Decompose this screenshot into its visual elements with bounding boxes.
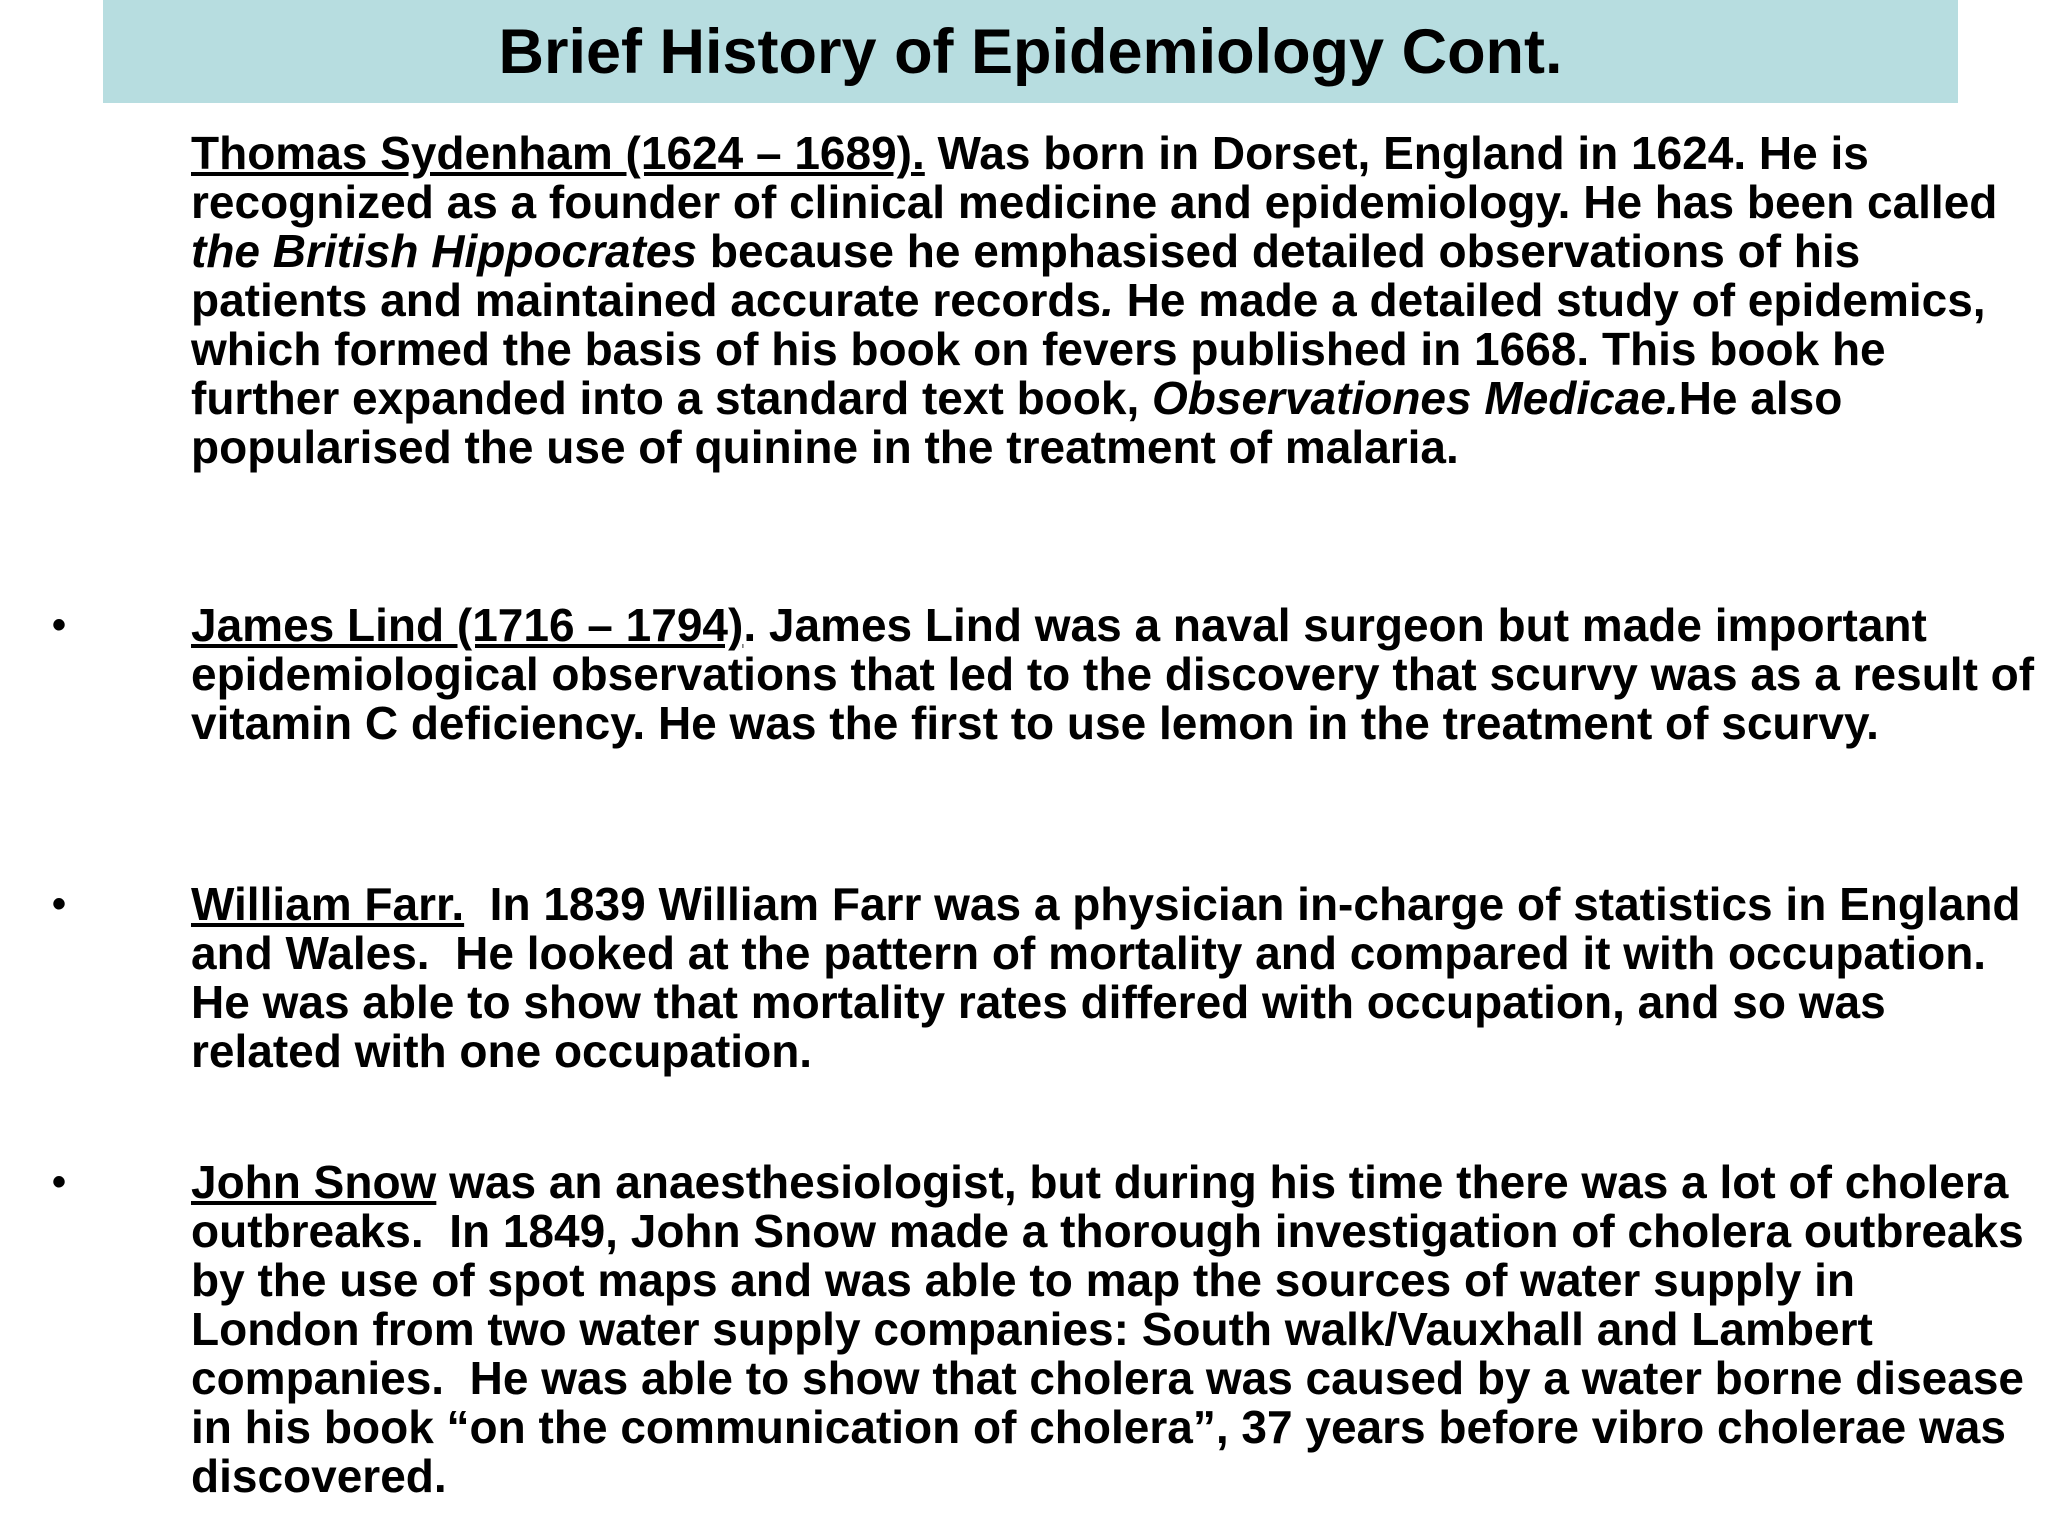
sydenham-italic-3: Observationes Medicae. bbox=[1152, 372, 1679, 424]
sydenham-text-3: He made a detailed study of epidemics, which formed the basis of his book on fevers published in 1668. This book he further expanded into a standard text book, bbox=[191, 274, 1986, 424]
sydenham-italic-2: . bbox=[1101, 274, 1114, 326]
sydenham-text-2: because he emphasised detailed observations of his patients and maintained accurate records bbox=[191, 225, 1861, 326]
paragraph-farr bbox=[191, 880, 2036, 1076]
sydenham-text-1: Was born in Dorset, England in 1624. He is recognized as a founder of clinical medicine and epidemiology. He has been called bbox=[191, 127, 1998, 228]
lind-name: James Lind (1716 – 1794) bbox=[191, 599, 744, 651]
bullet-farr: • bbox=[52, 882, 67, 926]
snow-text: was an anaesthesiologist, but during his time there was a lot of cholera outbreaks. In 1849, John Snow made a thorough investigation of cholera outbreaks by the use of spot maps and was able to map the sources of water supply in London from two water supply companies: South walk/Vauxhall and Lambert companies. He was able to show that cholera was caused by a water borne disease in his book “on the communication of cholera”, 37 years before vibro cholerae was discovered. bbox=[191, 1156, 2037, 1502]
bullet-snow: • bbox=[52, 1160, 67, 1204]
sydenham-italic-1: the British Hippocrates bbox=[191, 225, 698, 277]
sydenham-text-4: He also popularised the use of quinine in the treatment of malaria. bbox=[191, 372, 1843, 473]
snow-name: John Snow bbox=[191, 1156, 437, 1208]
farr-text: In 1839 William Farr was a physician in-charge of statistics in England and Wales. He looked at the pattern of mortality and compared it with occupation. He was able to show that mortality rates differed with occupation, and so was related with one occupation. bbox=[191, 878, 2034, 1077]
slide-title: Brief History of Epidemiology Cont. bbox=[498, 17, 1563, 87]
bullet-lind: • bbox=[52, 603, 67, 647]
lind-text: . James Lind was a naval surgeon but made important epidemiological observations that led to the discovery that scurvy was as a result of vitamin C deficiency. He was the first to use lemon in the treatment of scurvy. bbox=[191, 599, 2035, 749]
title-bar bbox=[103, 0, 1958, 103]
farr-name: William Farr. bbox=[191, 878, 465, 930]
paragraph-snow bbox=[191, 1158, 2036, 1501]
paragraph-sydenham bbox=[191, 129, 2036, 472]
paragraph-lind bbox=[191, 601, 2036, 748]
sydenham-name: Thomas Sydenham (1624 – 1689). bbox=[191, 127, 925, 179]
